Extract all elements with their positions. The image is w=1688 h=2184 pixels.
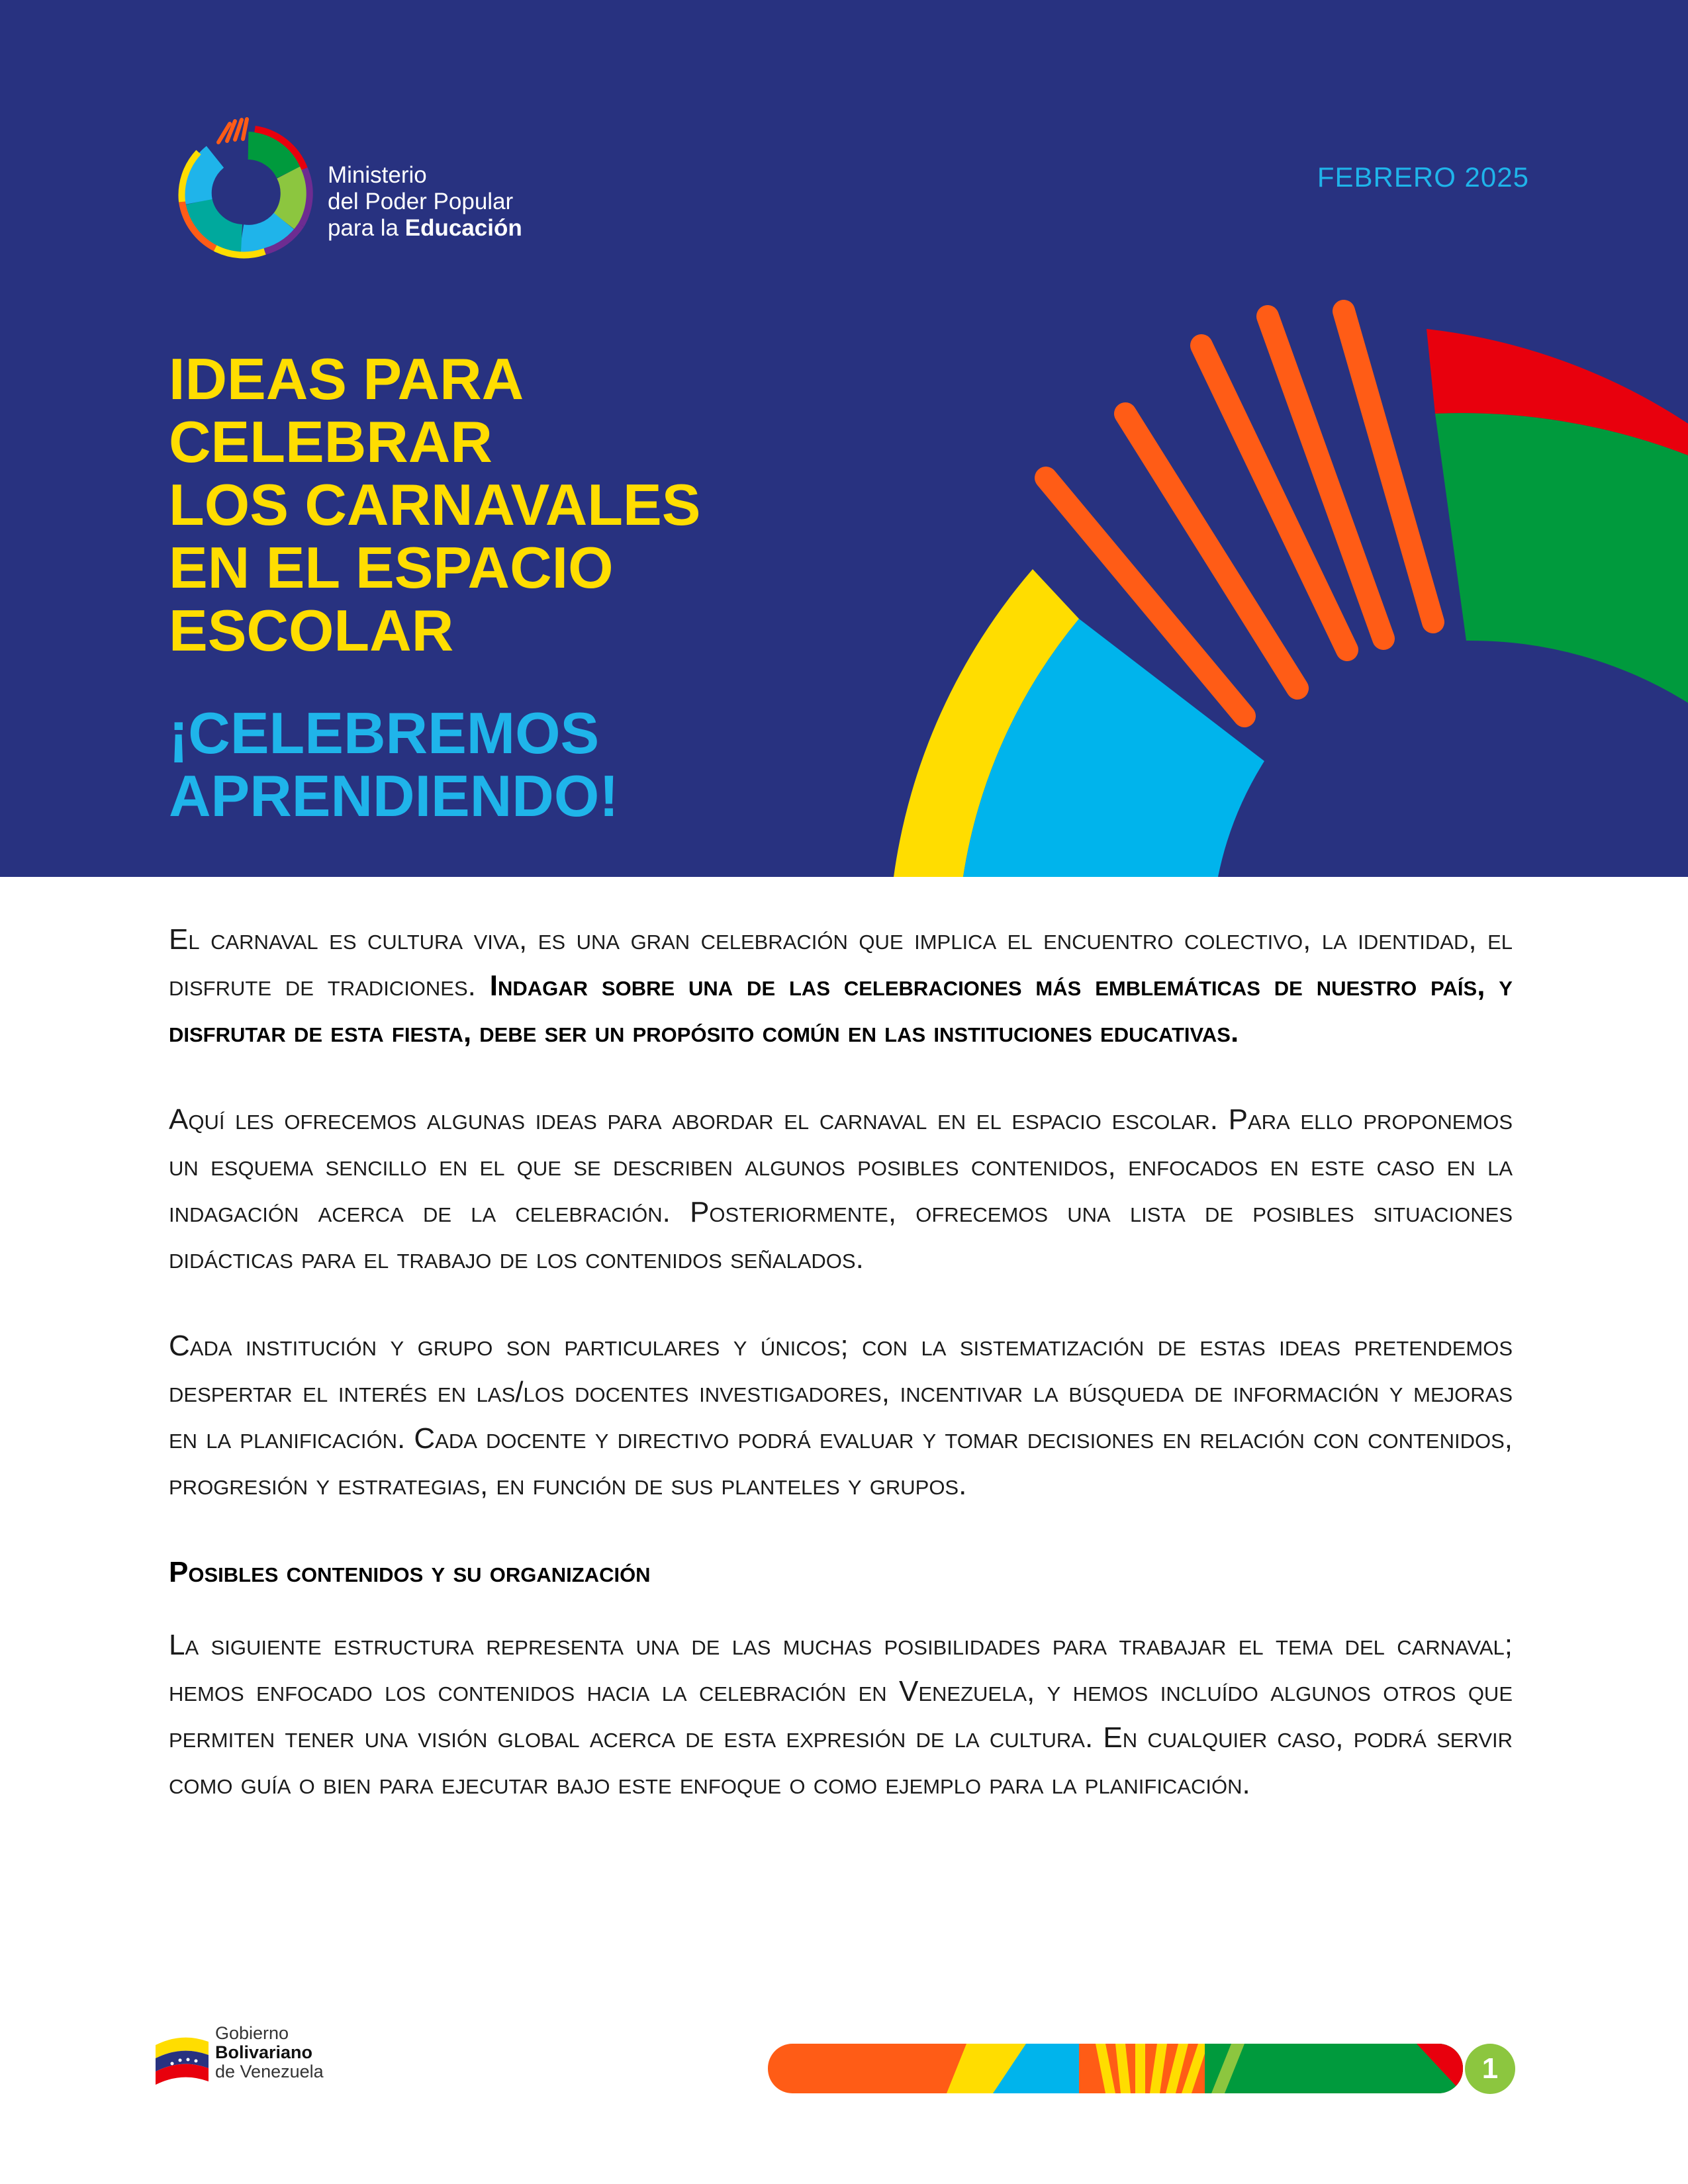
ministry-line-2: del Poder Popular — [328, 189, 514, 214]
ministry-line-1: Ministerio — [328, 162, 427, 188]
issue-date: FEBRERO 2025 — [1317, 161, 1529, 193]
government-name — [215, 2024, 324, 2081]
page-title — [169, 347, 897, 662]
institutions-paragraph: Cada institución y grupo son particulares y únicos; con la sistematización de estas ideas pretendemos despertar el interés en las/los docentes investigadores, incentivar la búsqueda de información y mejoras en la planificación. Cada docente y directivo podrá evaluar y tomar decisiones en relación con contenidos, progresión y estrategias, en función de sus planteles y grupos. — [169, 1330, 1513, 1501]
ministry-line-3 — [328, 215, 522, 242]
subtitle-line: APRENDIENDO! — [169, 763, 619, 829]
government-logo — [152, 2019, 351, 2091]
intro-bold-text: Indagar sobre una de las celebraciones más emblemáticas de nuestro país, y disfrutar de esta fiesta, debe ser un propósito común en las instituciones educativas. — [169, 970, 1513, 1048]
green-arc-band — [1435, 413, 1688, 703]
gov-line-1: Gobierno — [215, 2023, 289, 2043]
gov-line-2: Bolivariano — [215, 2042, 313, 2062]
title-line: CELEBRAR — [169, 409, 492, 475]
page-number-badge: 1 — [1465, 2044, 1515, 2094]
venezuela-flag-icon — [152, 2019, 212, 2085]
gov-line-3: de Venezuela — [215, 2062, 324, 2081]
ministry-line-3-bold: Educación — [404, 215, 522, 241]
intro-text: El carnaval es cultura viva, es una gran celebración que implica el encuentro colectivo, la identidad, el disfrute de tradiciones. — [169, 923, 1513, 1002]
orange-ray-2 — [1125, 414, 1297, 688]
ministry-name — [328, 162, 522, 242]
ministry-emblem-icon — [169, 116, 321, 268]
footer-color-bar — [768, 2044, 1463, 2093]
intro-paragraph — [169, 917, 1513, 1056]
ministry-line-3-prefix: para la — [328, 215, 405, 241]
subtitle-line: ¡CELEBREMOS — [169, 700, 600, 766]
section-heading: Posibles contenidos y su organización — [169, 1556, 651, 1588]
title-line: ESCOLAR — [169, 598, 454, 663]
title-line: EN EL ESPACIO — [169, 535, 614, 600]
body-content — [169, 917, 1513, 1848]
page-subtitle — [169, 702, 897, 827]
title-line: LOS CARNAVALES — [169, 472, 701, 537]
header-banner — [0, 0, 1688, 877]
ministry-logo — [169, 116, 546, 271]
structure-paragraph: La siguiente estructura representa una de las muchas posibilidades para trabajar el tema del carnaval; hemos enfocado los contenidos hacia la celebración en Venezuela, y hemos incluído algunos otros que permiten tener una visión global acerca de esta expresión de la cultura. En cualquier caso, podrá servir como guía o bien para ejecutar bajo este enfoque o como ejemplo para la planificación. — [169, 1629, 1513, 1800]
title-line: IDEAS PARA — [169, 346, 524, 412]
ideas-paragraph: Aquí les ofrecemos algunas ideas para abordar el carnaval en el espacio escolar. Para ello proponemos un esquema sencillo en el que se describen algunos posibles contenidos, enfocados en este caso en la indagación acerca de la celebración. Posteriormente, ofrecemos una lista de posibles situaciones didácticas para el trabajo de los contenidos señalados. — [169, 1103, 1513, 1275]
